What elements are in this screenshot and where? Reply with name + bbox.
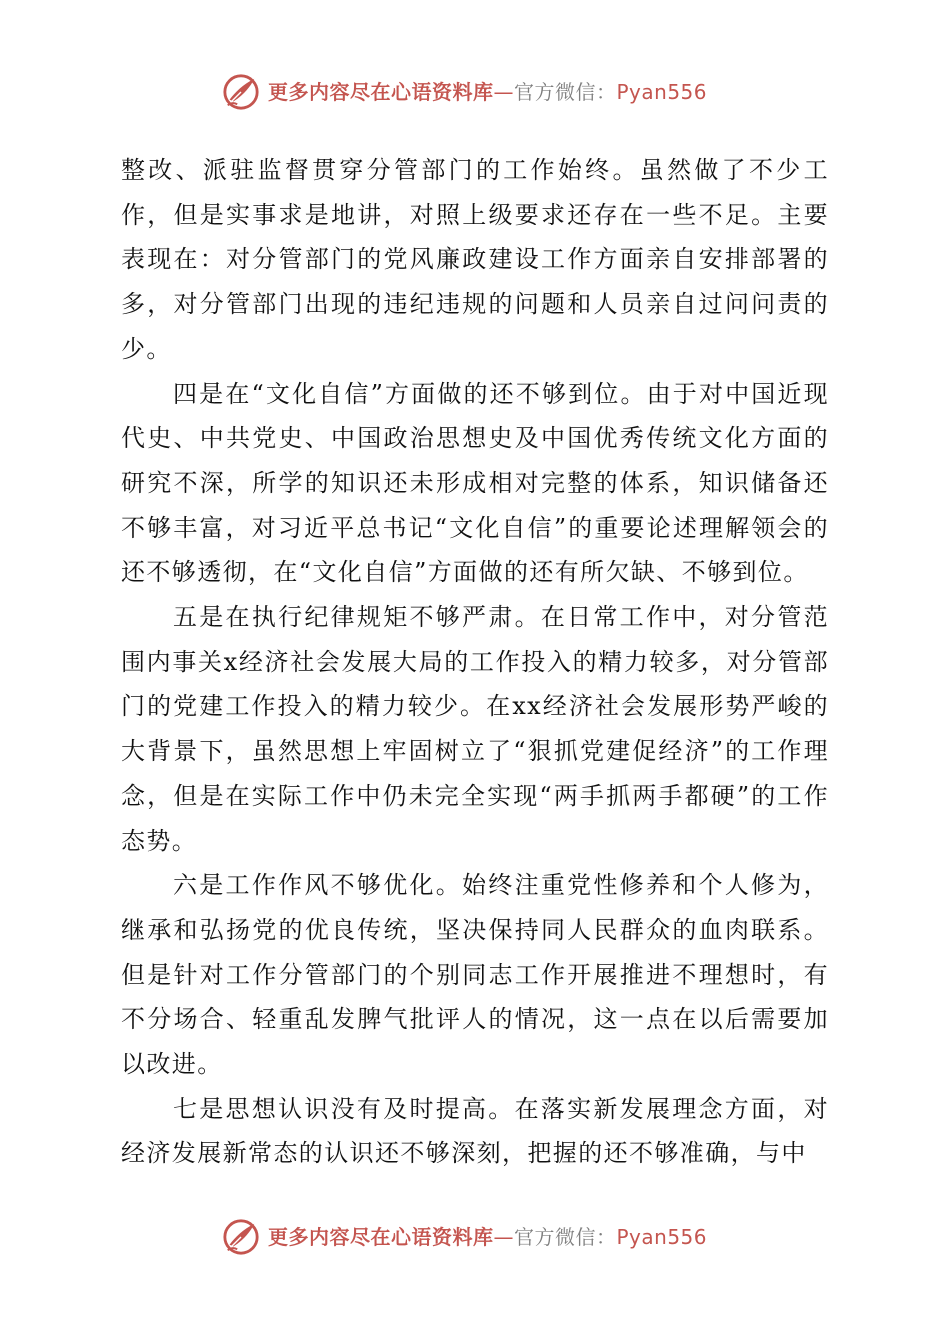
paragraph: 整改、派驻监督贯穿分管部门的工作始终。虽然做了不少工作，但是实事求是地讲，对照上级要求还存在一些不足。主要表现在：对分管部门的党风廉政建设工作方面亲自安排部署的多，对分管部门出现的违纪违规的问题和人员亲自过问问责的少。 xyxy=(121,156,829,363)
footer-watermark xyxy=(222,1215,742,1259)
watermark-text xyxy=(268,1227,707,1247)
paragraph: 六是工作作风不够优化。始终注重党性修养和个人修为，继承和弘扬党的优良传统，坚决保持同人民群众的血肉联系。但是针对工作分管部门的个别同志工作开展推进不理想时，有不分场合、轻重乱发脾气批评人的情况，这一点在以后需要加以改进。 xyxy=(121,871,829,1079)
document-body xyxy=(121,148,829,1176)
watermark-site: 更多内容尽在心语资料库 xyxy=(268,1225,494,1249)
watermark-dash: — xyxy=(493,1225,514,1249)
watermark-text xyxy=(268,82,707,102)
paragraph: 四是在“文化自信”方面做的还不够到位。由于对中国近现代史、中共党史、中国政治思想史及中国优秀传统文化方面的研究不深，所学的知识还未形成相对完整的体系，知识储备还不够丰富，对习近平总书记“文化自信”的重要论述理解领会的还不够透彻，在“文化自信”方面做的还有所欠缺、不够到位。 xyxy=(121,379,829,587)
header-watermark xyxy=(222,70,742,114)
watermark-handle: Pyan556 xyxy=(616,80,708,104)
watermark-dash: — xyxy=(493,80,514,104)
watermark-site: 更多内容尽在心语资料库 xyxy=(268,80,494,104)
paragraph: 七是思想认识没有及时提高。在落实新发展理念方面，对经济发展新常态的认识还不够深刻，把握的还不够准确，与中 xyxy=(121,1094,829,1168)
watermark-handle: Pyan556 xyxy=(616,1225,708,1249)
watermark-label: 官方微信： xyxy=(514,80,617,104)
quill-pen-logo-icon xyxy=(222,1218,260,1256)
paragraph: 五是在执行纪律规矩不够严肃。在日常工作中，对分管范围内事关x经济社会发展大局的工作投入的精力较多，对分管部门的党建工作投入的精力较少。在xx经济社会发展形势严峻的大背景下，虽然思想上牢固树立了“狠抓党建促经济”的工作理念，但是在实际工作中仍未完全实现“两手抓两手都硬”的工作态势。 xyxy=(121,603,829,855)
watermark-label: 官方微信： xyxy=(514,1225,617,1249)
quill-pen-logo-icon xyxy=(222,73,260,111)
